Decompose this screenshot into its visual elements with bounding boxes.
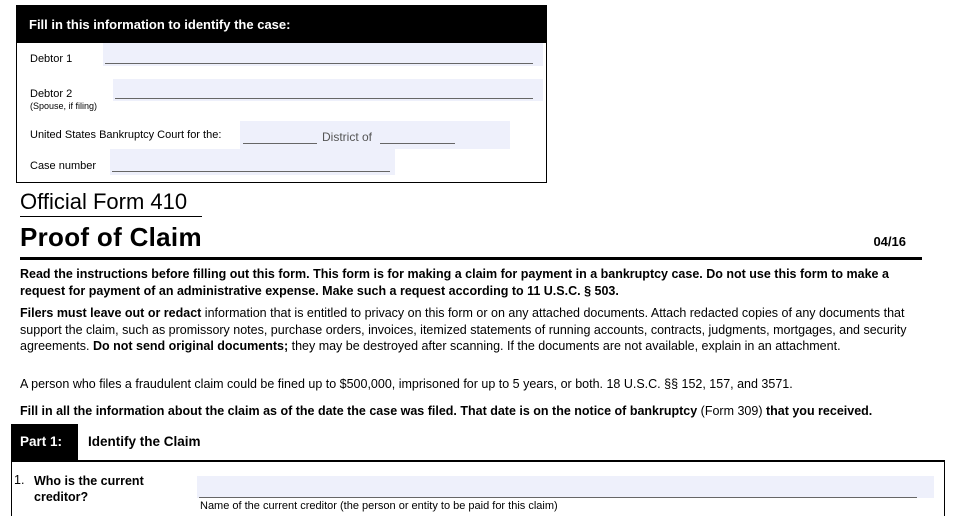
debtor2-label: Debtor 2 (30, 88, 73, 100)
form-date: 04/16 (873, 234, 906, 249)
q1-right-border (944, 462, 945, 516)
district-underline (380, 143, 455, 144)
q1-question (34, 473, 144, 505)
current-creditor-caption: Name of the current creditor (the person or entity to be paid for this claim) (200, 500, 558, 512)
case-number-label: Case number (30, 160, 97, 172)
redact-emphasis: Filers must leave out or redact (20, 306, 202, 320)
case-identification-box (16, 5, 547, 183)
title-rule (20, 257, 922, 260)
form-number-rule (20, 216, 202, 217)
q1-question-line1: Who is the current (34, 474, 144, 488)
instructions-paragraph-1: Read the instructions before filling out this form. This form is for making a claim for payment in a bankruptcy case. Do not use this form to make a request for payment of an administrative expense. Make such a request according to 11 U.S.C. § 503. (20, 267, 889, 298)
redact-text: information that is entitled to privacy on this form or on any attached documents. Attach redacted copies of any documents that support the claim, such as promissory notes, purchase orders, invoices, itemized statements of running accounts, contracts, judgments, mortgages, and security agreements. (20, 306, 907, 353)
case-identification-header: Fill in this information to identify the case: (17, 6, 546, 43)
debtor2-sublabel: (Spouse, if filing) (30, 101, 98, 111)
no-originals-emphasis: Do not send original documents; (92, 339, 289, 353)
part1-title: Identify the Claim (88, 434, 201, 449)
fill-in-instruction (20, 403, 925, 420)
q1-question-line2: creditor? (34, 490, 89, 504)
case-number-underline (112, 171, 390, 172)
form-title: Proof of Claim (20, 222, 202, 252)
current-creditor-underline (199, 497, 917, 498)
fill-in-emphasis: Fill in all the information about the claim as of the date the case was filed. That date is on the notice of bankruptcy (20, 404, 698, 418)
fill-in-tail: that you received. (765, 404, 873, 418)
debtor1-label: Debtor 1 (30, 53, 73, 65)
debtor2-underline (115, 98, 533, 99)
q1-left-border (11, 462, 12, 516)
debtor2-field[interactable] (113, 79, 543, 101)
district-of-label: District of (322, 130, 373, 144)
debtor1-field[interactable] (103, 43, 543, 66)
fraud-warning: A person who files a fraudulent claim could be fined up to $500,000, imprisoned for up to 5 years, or both. 18 U.S.C. §§ 152, 157, and 3571. (20, 377, 793, 391)
form-number: Official Form 410 (20, 189, 188, 214)
part1-rule (11, 460, 945, 462)
q1-number: 1. (14, 473, 25, 487)
no-originals-text: they may be destroyed after scanning. If the documents are not available, explain in an attachment. (288, 339, 841, 353)
part1-label: Part 1: (11, 424, 78, 460)
form-309-reference: (Form 309) (697, 404, 766, 418)
case-number-field[interactable] (110, 149, 395, 175)
instructions-paragraph-2 (20, 305, 925, 355)
current-creditor-field[interactable] (197, 476, 934, 498)
court-district-field[interactable] (240, 121, 510, 149)
court-label: United States Bankruptcy Court for the: (30, 129, 222, 141)
debtor1-underline (105, 63, 533, 64)
court-state-underline (243, 143, 317, 144)
